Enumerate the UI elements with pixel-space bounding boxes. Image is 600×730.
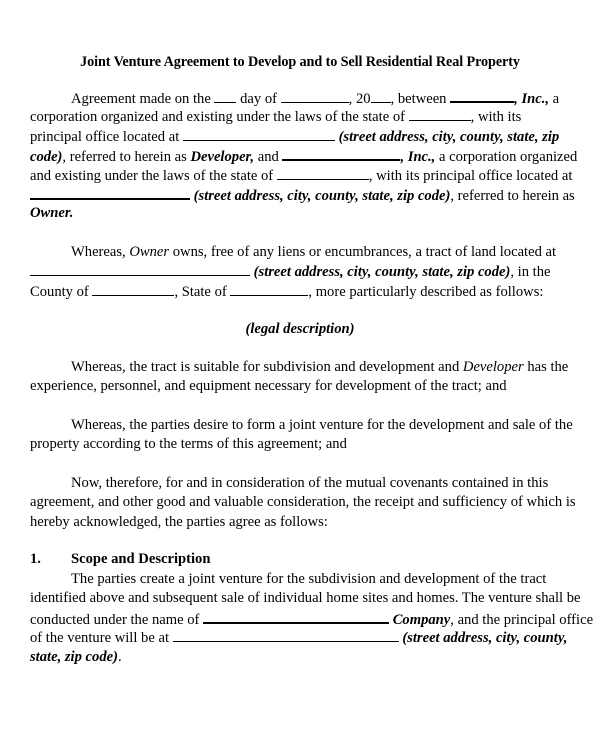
- blank-line: [281, 89, 349, 103]
- blank-line: [277, 166, 369, 180]
- blank-line: [371, 89, 391, 103]
- whereas-owner-paragraph: Whereas, Owner owns, free of any liens or encumbrances, a tract of land located at (street address, city, county, state, zip code), in the County of , State of , more particularly described as follows:: [30, 244, 557, 300]
- blank-line: [409, 107, 471, 121]
- section-1-body: The parties create a joint venture for the subdivision and development of the tract identified above and subsequent sale of individual home sites and homes. The venture shall be conducted under the name of Company, and the principal office of the venture will be at (street address, city, county, state, zip code).: [30, 571, 594, 665]
- blank-line: [183, 127, 335, 141]
- blank-line: [450, 88, 514, 103]
- blank-line: [203, 609, 389, 624]
- blank-line: [282, 146, 400, 161]
- whereas-parties-paragraph: Whereas, the parties desire to form a joint venture for the development and sale of the property according to the terms of this agreement; and: [30, 417, 573, 453]
- blank-line: [214, 89, 236, 103]
- now-therefore-paragraph: Now, therefore, for and in consideration of the mutual covenants contained in this agreement, and other good and valuable consideration, the receipt and sufficiency of which is hereby acknowledged, the parties agree as follows:: [30, 475, 576, 530]
- whereas-developer-paragraph: Whereas, the tract is suitable for subdivision and development and Developer has the experience, personnel, and equipment necessary for development of the tract; and: [30, 359, 569, 395]
- blank-line: [92, 282, 174, 296]
- document-title: Joint Venture Agreement to Develop and to Sell Residential Real Property: [80, 54, 520, 70]
- legal-description: (legal description): [245, 321, 355, 337]
- blank-line: [173, 628, 399, 642]
- blank-line: [230, 282, 308, 296]
- section-1-heading: 1. Scope and Description: [30, 551, 211, 567]
- intro-paragraph: Agreement made on the day of , 20 , between , Inc., a corporation organized and existing under the laws of the state of , with its principal office located at (street address, city, county, state, zip code), referred to herein as Developer, and , Inc., a corporation organized and existing under the laws of the state of , with its principal office located at (street address, city, county, state, zip code), referred to herein as Owner.: [30, 88, 570, 224]
- blank-line: [30, 185, 190, 200]
- blank-line: [30, 262, 250, 276]
